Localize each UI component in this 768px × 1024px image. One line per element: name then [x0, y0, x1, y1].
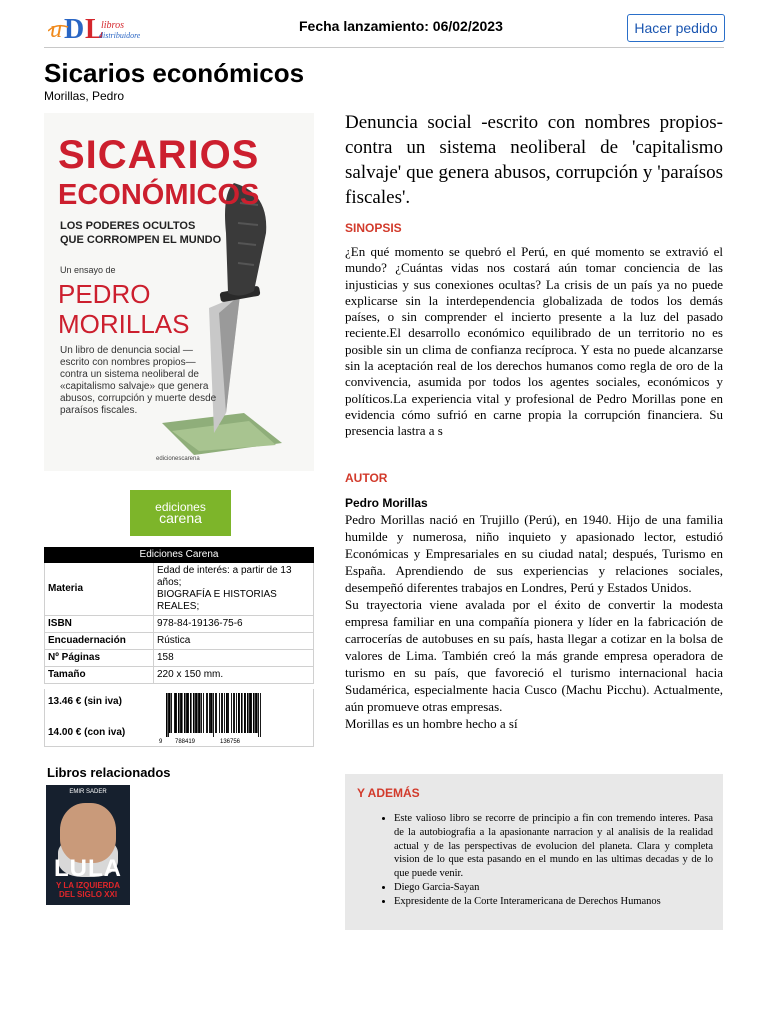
barcode-digits-right: 136756 [220, 739, 241, 745]
svg-text:D: D [64, 14, 85, 43]
table-row [45, 563, 314, 616]
bio-paragraph: Su trayectoria viene avalada por el éxito de convertir la modesta empresa familiar en una compañía pionera y líder en la fabricación de carrocerías de autobuses en su país, hasta llegar a cotizar en la bolsa de valores de Lima. También creó la más grande empresa operadora de turismo en su país, que favoreció el turismo internacional hacia Sudamérica, especialmente hacia Cusco (Machu Picchu). Actualmente, aún promueve otras empresas. [345, 597, 723, 714]
row-label: Materia [45, 563, 154, 616]
svg-text:u: u [50, 17, 62, 43]
barcode-bar [251, 693, 252, 733]
table-row [45, 650, 314, 667]
publisher-logo-line1: ediciones [155, 500, 206, 514]
related-subtitle-line1: Y LA IZQUIERDA [55, 881, 120, 890]
barcode-bar [245, 693, 246, 733]
book-cover [44, 113, 314, 471]
barcode-bar [174, 693, 175, 733]
barcode-bar [228, 693, 229, 733]
barcode-bar [193, 693, 195, 733]
details-header: Ediciones Carena [45, 548, 314, 563]
book-author[interactable]: Morillas, Pedro [44, 89, 125, 103]
author-bio [345, 511, 723, 732]
barcode-bar [215, 693, 216, 733]
author-name: Pedro Morillas [345, 496, 428, 510]
row-label: Tamaño [45, 667, 154, 684]
related-books-title: Libros relacionados [47, 765, 171, 780]
order-button[interactable]: Hacer pedido [627, 14, 725, 42]
svg-text:distribuidores: distribuidores [99, 31, 140, 40]
release-date: Fecha lanzamiento: 06/02/2023 [299, 18, 503, 34]
cover-author [58, 279, 190, 339]
barcode-bar [201, 693, 202, 733]
barcode-bar [190, 693, 192, 733]
row-value: 220 x 150 mm. [154, 667, 314, 684]
barcode-bar [169, 693, 171, 733]
also-list [394, 812, 713, 909]
price-area [44, 689, 314, 747]
barcode-bar [168, 693, 169, 737]
barcode-bar [171, 693, 172, 733]
details-table [44, 547, 314, 684]
barcode-bar [166, 693, 168, 737]
list-item: • Diego Garcia-Sayan [394, 881, 713, 895]
cover-subtitle [60, 219, 221, 247]
cover-author-line2: MORILLAS [58, 309, 190, 339]
barcode-bar [209, 693, 210, 733]
cover-blurb: Un libro de denuncia social —escrito con nombres propios— contra un sistema neoliberal de «capitalismo salvaje» que genera abusos, corrupción y muerte desde paraísos fiscales. [60, 345, 217, 416]
cover-subtitle-line2: QUE CORROMPEN EL MUNDO [60, 234, 222, 246]
cover-author-line1: PEDRO [58, 279, 151, 309]
barcode-bar [234, 693, 235, 733]
svg-text:L: L [85, 14, 104, 43]
barcode-bar [236, 693, 237, 733]
price-without-vat: 13.46 € (sin iva) [48, 696, 122, 707]
barcode-bar [239, 693, 240, 733]
related-subtitle-line2: DEL SIGLO XXI [58, 890, 118, 899]
synopsis-heading: SINOPSIS [345, 221, 402, 235]
barcode-digits-left: 788419 [175, 739, 196, 745]
barcode-bar [176, 693, 177, 733]
materia-line: Edad de interés: a partir de 13 años; [157, 565, 292, 588]
barcode-bar [216, 693, 217, 733]
barcode-bar [180, 693, 181, 733]
barcode-bar [210, 693, 211, 733]
barcode-bar [258, 693, 259, 737]
table-row [45, 667, 314, 684]
barcode-bar [256, 693, 258, 733]
related-book-title: LULA [54, 855, 122, 882]
barcode-bar [260, 693, 261, 737]
barcode-bar [249, 693, 250, 733]
list-item: • Expresidente de la Corte Interamericana de Derechos Humanos [394, 895, 713, 909]
related-book-author: EMIR SADER [69, 789, 107, 795]
barcode-bar [219, 693, 220, 733]
row-label: Nº Páginas [45, 650, 154, 667]
related-book-cover[interactable] [46, 785, 130, 905]
materia-line: BIOGRAFÍA E HISTORIAS REALES; [157, 589, 277, 612]
barcode-digit-prefix: 9 [159, 739, 163, 745]
cover-title-line2: ECONÓMICOS [58, 179, 260, 211]
barcode-bar [206, 693, 207, 733]
related-book-subtitle [46, 881, 130, 899]
bio-paragraph: Pedro Morillas nació en Trujillo (Perú), en 1940. Hijo de una familia humilde y numerosa, niño inquieto y apasionado lector, estudió Económicas y Empresariales en su ciudad natal; después, Turismo en España. Aprendiendo de sus experiencias y relaciones sociales, desempeñó diferentes trabajos en Londres, Perú y Estados Unidos. [345, 512, 723, 595]
barcode-bar [233, 693, 234, 733]
table-row [45, 633, 314, 650]
svg-text:libros: libros [101, 20, 124, 31]
barcode-bar [196, 693, 198, 733]
barcode [158, 691, 268, 745]
barcode-bar [255, 693, 256, 733]
synopsis-text: ¿En qué momento se quebró el Perú, en qué momento se extravió el mundo? ¿Cuántas vidas nos costará aún tomar conciencia de las injusticias y sus conexiones ocultas? La crisis de un país ya no puede explicarse sin la interdependencia globalizada de todos los demás países, o sin comprender el incierto presente a la luz del pasado reciente.El desarrollo económico equilibrado de un territorio no es posible sin un clima de confianza recíproca. Y esta no puede alcanzarse sin la aceptación real de los derechos humanos como regla de oro de la convivencia, asumida por todos los agentes sociales, económicos y políticos.La experiencia vital y profesional de Pedro Morillas pone en evidencia cómo sufrió en carne propia la corrupción financiera. Su presencia lastra a s [345, 244, 723, 439]
barcode-bar [199, 693, 201, 733]
row-label: ISBN [45, 616, 154, 633]
udl-logo[interactable] [48, 13, 140, 43]
row-value: Rústica [154, 633, 314, 650]
barcode-bar [227, 693, 228, 733]
book-title: Sicarios económicos [44, 58, 305, 88]
list-item: • Este valioso libro se recorre de principio a fin con tremendo interes. Pasa de la autobiografia a la apasionante narracion y al analisis de la realidad actual y de las perspectivas de evolucion del planeta. Clara y completa vision de lo que esta pasando en el mundo en las ultimas decadas y de lo que puede venir. [394, 812, 713, 881]
barcode-bar [203, 693, 204, 733]
row-value: 158 [154, 650, 314, 667]
cover-publisher: edicionescarena [156, 456, 200, 462]
publisher-logo-line2: carena [159, 510, 202, 526]
barcode-bar [178, 693, 180, 733]
barcode-bar [253, 693, 255, 733]
barcode-bar [241, 693, 243, 733]
barcode-bar [186, 693, 187, 733]
price-with-vat: 14.00 € (con iva) [48, 727, 126, 738]
barcode-bar [222, 693, 223, 733]
barcode-bar [198, 693, 199, 733]
author-heading: AUTOR [345, 471, 388, 485]
barcode-bar [211, 693, 213, 733]
details-header-row [45, 548, 314, 563]
row-label: Encuadernación [45, 633, 154, 650]
publisher-logo[interactable] [130, 490, 231, 536]
barcode-bar [188, 693, 189, 733]
barcode-bar [195, 693, 196, 733]
barcode-bar [231, 693, 232, 733]
lead-summary: Denuncia social -escrito con nombres propios- contra un sistema neoliberal de 'capitalismo salvaje' que genera abusos, corrupción y 'paraísos fiscales'. [345, 112, 723, 208]
barcode-bar [213, 693, 214, 737]
header [44, 10, 724, 48]
bio-paragraph: Morillas es un hombre hecho a sí [345, 716, 518, 731]
barcode-bar [184, 693, 186, 733]
barcode-bar [207, 693, 208, 733]
barcode-bar [247, 693, 249, 733]
row-value [154, 563, 314, 616]
also-box [345, 774, 723, 930]
barcode-bar [181, 693, 183, 733]
row-value: 978-84-19136-75-6 [154, 616, 314, 633]
also-heading: Y ADEMÁS [357, 786, 420, 800]
cover-portrait-face [60, 803, 116, 863]
barcode-bar [221, 693, 222, 733]
barcode-bar [224, 693, 225, 733]
cover-title-line1: SICARIOS [58, 133, 260, 177]
cover-small-text: Un ensayo de [60, 265, 116, 275]
table-row [45, 616, 314, 633]
cover-subtitle-line1: LOS PODERES OCULTOS [60, 220, 196, 232]
